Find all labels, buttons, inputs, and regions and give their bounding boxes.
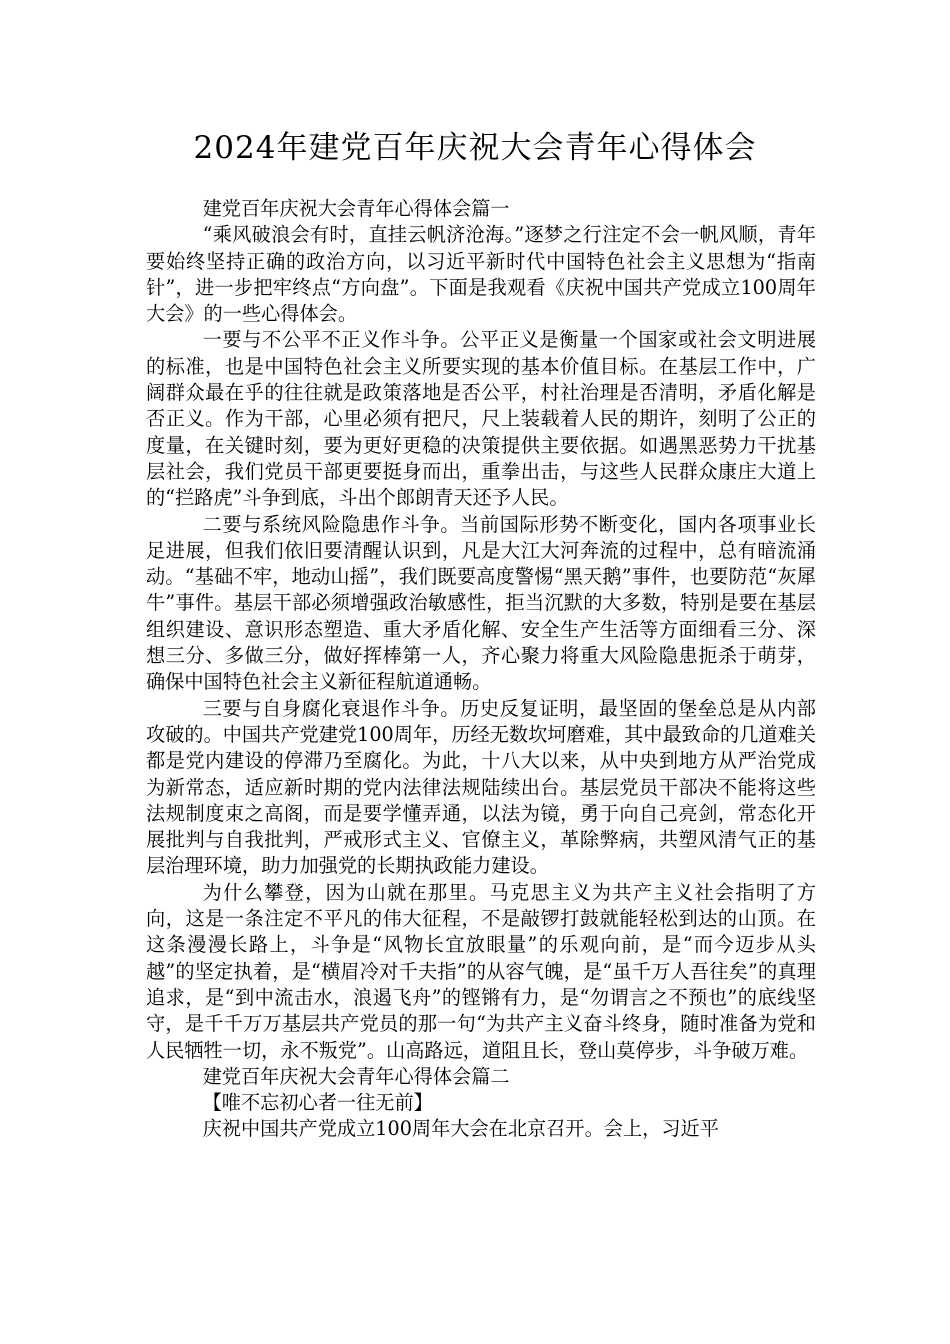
section-1-paragraph-4: 三要与自身腐化衰退作斗争。历史反复证明，最坚固的堡垒总是从内部攻破的。中国共产党建党100周年，历经无数坎坷磨难，其中最致命的几道难关都是党内建设的停滞乃至腐化。为此，十八大以来，从中央到地方从严治党成为新常态，适应新时期的党内法律法规陆续出台。基层党员干部决不能将这些法规制度束之高阁，而是要学懂弄通，以法为镜，勇于向自己亮剑，常态化开展批判与自我批判，严戒形式主义、官僚主义，革除弊病，共塑风清气正的基层治理环境，助力加强党的长期执政能力建设。: [146, 696, 816, 878]
document-title: 2024年建党百年庆祝大会青年心得体会: [193, 130, 757, 166]
section-2-paragraph-1: 庆祝中国共产党成立100周年大会在北京召开。会上，习近平: [202, 1117, 719, 1141]
section-1-paragraph-5: 为什么攀登，因为山就在那里。马克思主义为共产主义社会指明了方向，这是一条注定不平凡的伟大征程，不是敲锣打鼓就能轻松到达的山顶。在这条漫漫长路上，斗争是“风物长宜放眼量”的乐观向前，是“而今迈步从头越”的坚定执着，是“横眉冷对千夫指”的从容气魄，是“虽千万人吾往矣”的真理追求，是“到中流击水，浪遏飞舟”的铿锵有力，是“勿谓言之不预也”的底线坚守，是千千万万基层共产党员的那一句“为共产主义奋斗终身，随时准备为党和人民牺牲一切，永不叛党”。山高路远，道阻且长，登山莫停步，斗争破万难。: [146, 880, 816, 1062]
section-1-paragraph-2: 一要与不公平不正义作斗争。公平正义是衡量一个国家或社会文明进展的标准，也是中国特色社会主义所要实现的基本价值目标。在基层工作中，广阔群众最在乎的往往就是政策落地是否公平，村社治理是否清明，矛盾化解是否正义。作为干部，心里必须有把尺，尺上装载着人民的期许，刻明了公正的度量，在关键时刻，要为更好更稳的决策提供主要依据。如遇黑恶势力干扰基层社会，我们党员干部更要挺身而出，重拳出击，与这些人民群众康庄大道上的“拦路虎”斗争到底，斗出个郎朗青天还予人民。: [146, 328, 816, 510]
section-heading-1: 建党百年庆祝大会青年心得体会篇一: [202, 197, 510, 220]
section-heading-2: 建党百年庆祝大会青年心得体会篇二: [202, 1064, 510, 1088]
section-1-paragraph-3: 二要与系统风险隐患作斗争。当前国际形势不断变化，国内各项事业长足进展，但我们依旧要清醒认识到，凡是大江大河奔流的过程中，总有暗流涌动。“基础不牢，地动山摇”，我们既要高度警惕“黑天鹅”事件，也要防范“灰犀牛”事件。基层干部必须增强政治敏感性，拒当沉默的大多数，特别是要在基层组织建设、意识形态塑造、重大矛盾化解、安全生产生活等方面细看三分、深想三分、多做三分，做好挥棒第一人，齐心聚力将重大风险隐患扼杀于萌芽，确保中国特色社会主义新征程航道通畅。: [146, 512, 816, 694]
document-body: [146, 196, 816, 1143]
section-1-paragraph-1: “乘风破浪会有时，直挂云帆济沧海。”逐梦之行注定不会一帆风顺，青年要始终坚持正确的政治方向，以习近平新时代中国特色社会主义思想为“指南针”，进一步把牢终点“方向盘”。下面是我观看《庆祝中国共产党成立100周年大会》的一些心得体会。: [146, 223, 816, 326]
section-2-subheading: 【唯不忘初心者一往无前】: [202, 1091, 433, 1115]
